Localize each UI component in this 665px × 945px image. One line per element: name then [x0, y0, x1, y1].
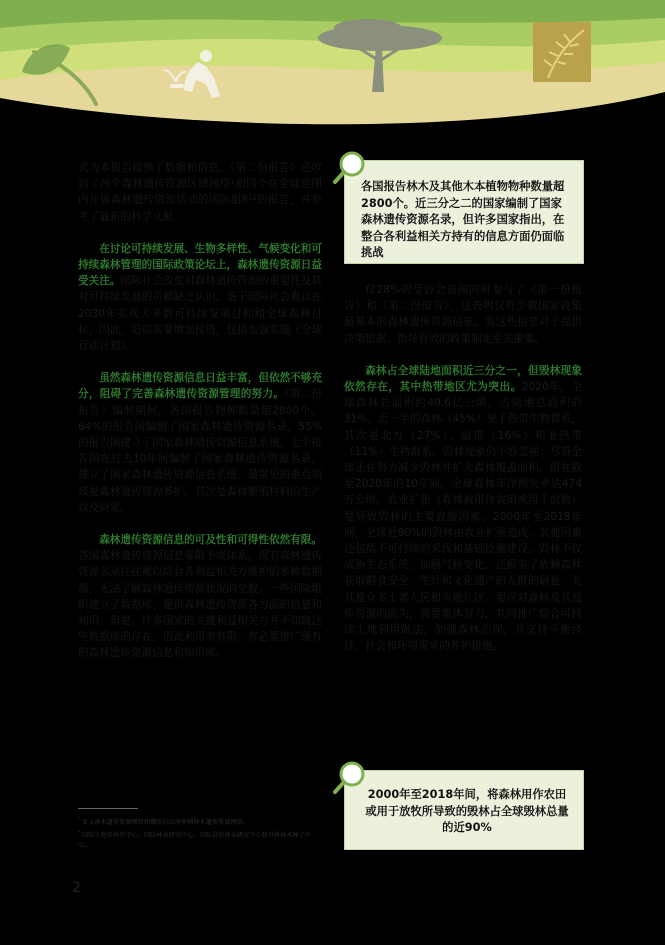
right-paragraph-2 [344, 363, 582, 655]
header-banner [0, 0, 665, 130]
callout-top [344, 160, 584, 264]
right-paragraph-1: 仅28%的受访会员国同时参与了《第一份报告》和《第二份报告》，这表明仅有少数国家收集最基本的森林遗传资源信息，而这些信息对于提供决策依据、指导有效的政策制定至关重要。 [344, 284, 582, 345]
left-paragraph-2 [78, 241, 322, 354]
footnote-2 [78, 828, 322, 851]
right-paragraph-2-lead: 森林占全球陆地面积近三分之一，但毁林现象依然存在，其中热带地区尤为突出。 [344, 364, 582, 394]
page-number: 2 [72, 880, 81, 896]
magnifier-icon [330, 148, 370, 192]
footnote-rule [78, 808, 138, 809]
footnote-1-mark: ¹ [78, 817, 81, 823]
callout-bottom [344, 770, 584, 850]
left-paragraph-3-lead: 虽然森林遗传资源信息日益丰富，但依然不够充分，阻碍了完善森林遗传资源管理的努力。 [78, 372, 322, 401]
left-paragraph-4-lead: 森林遗传资源信息的可及性和可得性依然有限。 [99, 534, 322, 547]
left-column [78, 160, 322, 678]
magnifier-icon [330, 758, 370, 802]
footnote-2-mark: ² [78, 830, 81, 837]
footnote-1-text: 亚太林木遗传资源网络和撒哈拉以南非洲林木遗传资源网络。 [82, 819, 250, 827]
footnote-2-text: 国际生物多样性中心、国际林业研究中心、国际混农林业研究中心和世界林木种子中心。 [78, 832, 311, 850]
left-paragraph-2-body: 国际社会改变对森林遗传资源的重要性及其对可持续发展的贡献缺乏认识。鉴于国际社会难以在2030年实现大多数可持续发展目标和全球森林目标，因此，迫切需要增加投资，包括加强实施《全球行动计划》。 [78, 275, 322, 353]
banner-illustration [0, 0, 665, 130]
footnote-1 [78, 815, 322, 828]
callout-top-text: 各国报告林木及其他木本植物物种数量超2800个。近三分之二的国家编制了国家森林遗传资源名录，但许多国家指出，在整合各利益相关方持有的信息方面仍面临挑战 [361, 180, 565, 259]
right-paragraph-2-body: 2020年，全球森林总面积约40.6亿公顷，占陆地总面积的31%。近一半的森林（45%）见于热带生物群系，其次是北方（27%）、温带（16%）和亚热带（11%）生物群系。毁林现象仍不容忽视：尽管全球正在努力减少毁林并扩大森林覆盖面积，但在截至2020年的10年间，全球森林年净损失率达474万公顷。农业扩张（森林被用作农田或用于放牧）是导致毁林的主要直接因素。2000年至2018年间，全球近90%的毁林由农业扩张造成。其他因素还包括不可持续的采伐和基础设施建设。毁林不仅威胁生态系统，加剧气候变化，还损害了依赖森林获取粮食安全、生计和文化遗产的人群的福祉，尤其是众多土著人民和当地社区。要应对森林及其遗传资源的流失，需要集体努力，共同推广综合可持续土地利用做法，加强森林治理，并支持平衡经济、社会和环境需求的养护措施。 [344, 381, 582, 653]
left-paragraph-4 [78, 532, 322, 662]
left-paragraph-3-body: 《第二份报告》编制期间，各国报告物种数量超2800个。64%的报告国编制了国家森林遗传资源名录，55%的报告国建立了国家森林遗传资源信息系统。七个报告国在过去10年间编制了国家森林遗传资源名录，建立了国家森林遗传资源信息系统。最常见的重点领域是森林遗传资源养护，其次是森林繁殖材料的生产以及研发。 [78, 388, 323, 514]
left-paragraph-4-body: 各国森林遗传资源信息零散不成体系，现有森林遗传资源名录往往难以综合各利益相关方维护的多种数据源，无法了解森林遗传资源状况的全貌。一些国际组织建立了数据库，提供森林遗传资源各方面的信息和知识。但是，许多国家的关键利益相关方并不知晓这些数据库的存在，因此利用率有限。有必要推广现有的森林遗传资源信息和知识库。 [78, 550, 322, 660]
left-paragraph-3 [78, 370, 322, 516]
callout-bottom-text: 2000年至2018年间，将森林用作农田或用于放牧所导致的毁林占全球毁林总量的近90% [365, 788, 569, 834]
footnotes [78, 815, 322, 851]
left-paragraph-2-lead: 在讨论可持续发展、生物多样性、气候变化和可持续森林管理的国际政策论坛上，森林遗传资源日益受关注。 [78, 242, 322, 288]
fern-tile-icon [533, 22, 591, 82]
right-column [344, 282, 582, 670]
left-paragraph-1: 式为本报告提供了数据和信息。《第二份报告》还收到了两个森林遗传资源区域网络¹和四个在全球范围内开展森林遗传资源活动的国际组织²的报告，并参考了最新的科学文献。 [78, 162, 322, 223]
